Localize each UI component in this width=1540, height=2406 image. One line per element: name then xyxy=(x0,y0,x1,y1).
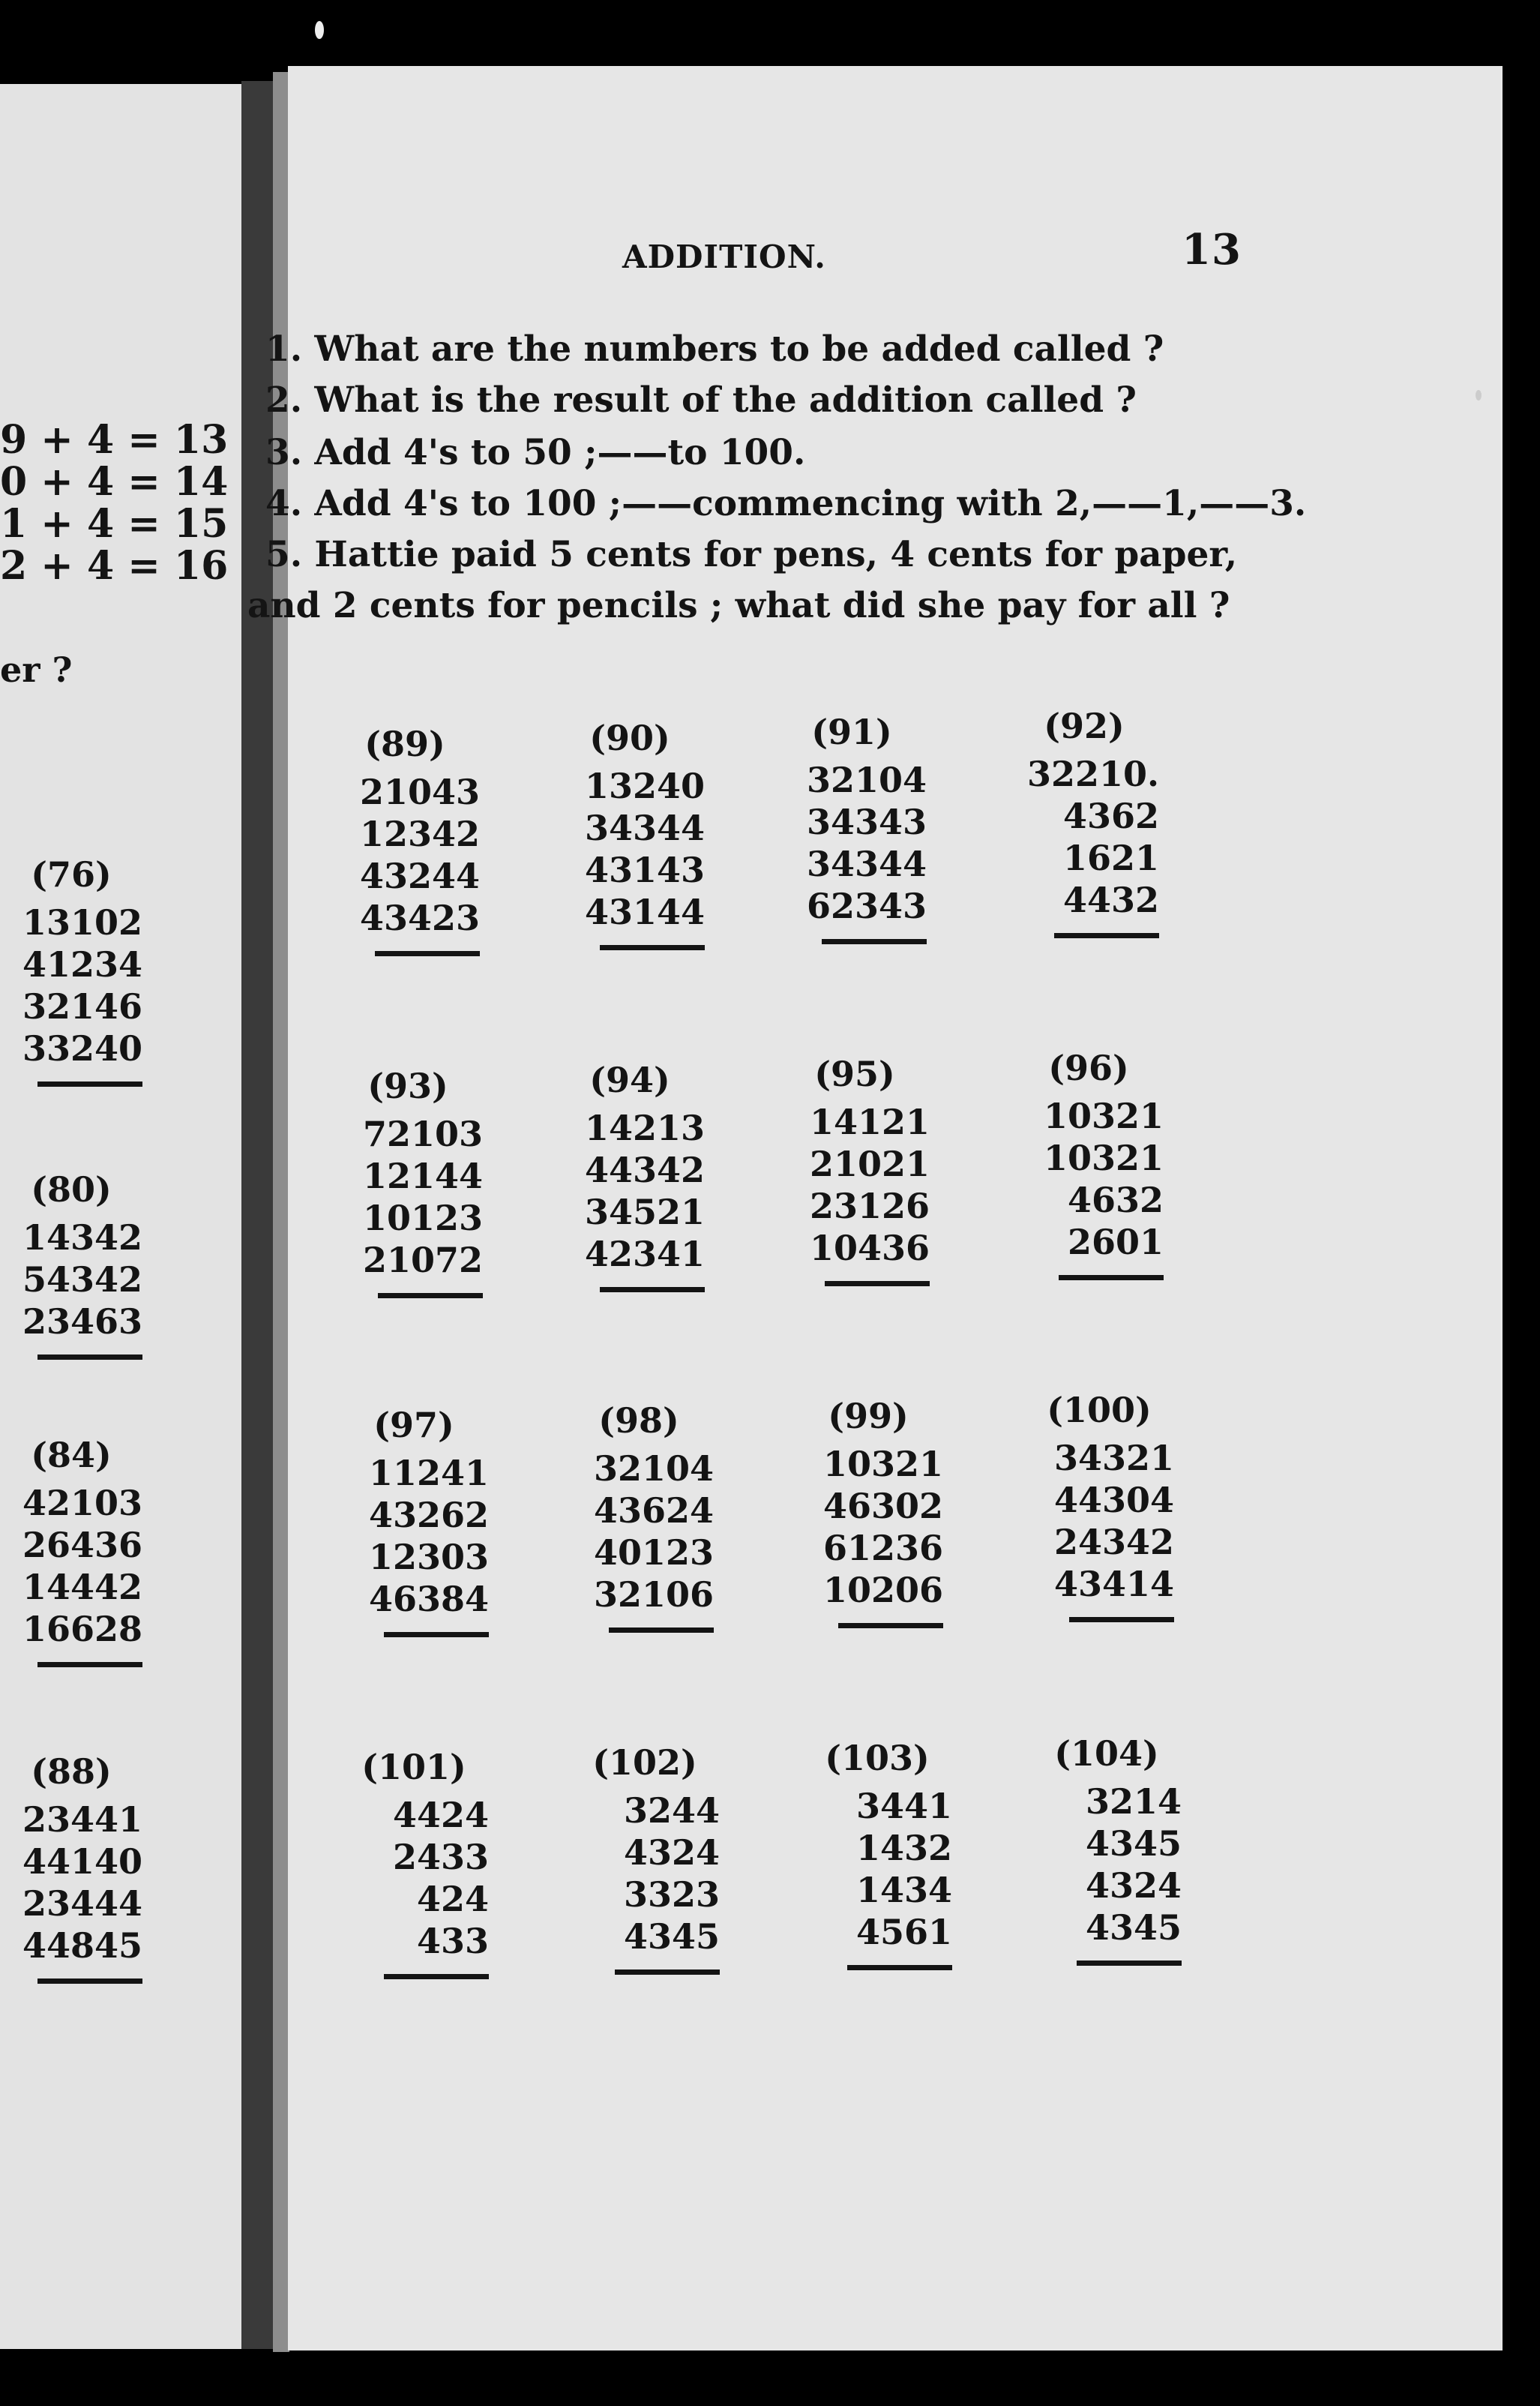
sum-rule xyxy=(1054,933,1159,938)
sum-rule xyxy=(825,1281,930,1286)
addition-problem xyxy=(339,1404,489,1637)
sum-rule xyxy=(838,1623,943,1628)
question-line: 2. What is the result of the addition called ? xyxy=(265,380,1137,421)
addend: 44342 xyxy=(584,1150,705,1190)
addition-problem xyxy=(330,723,480,956)
addend: 32210. xyxy=(1026,754,1159,794)
addend: 4632 xyxy=(1067,1180,1164,1220)
addend: 46384 xyxy=(368,1579,489,1619)
addition-problem xyxy=(0,854,142,1087)
addend: 10436 xyxy=(809,1228,930,1268)
addend: 34321 xyxy=(1053,1438,1174,1478)
sum-rule xyxy=(1059,1275,1164,1280)
addend: 4362 xyxy=(1062,796,1159,836)
problem-label: (89) xyxy=(364,724,445,764)
addend: 13102 xyxy=(22,902,142,943)
addition-problem xyxy=(339,1746,489,1979)
addend: 23463 xyxy=(22,1301,142,1342)
addend: 43262 xyxy=(368,1495,489,1535)
addend: 16628 xyxy=(22,1609,142,1649)
addend: 42103 xyxy=(22,1483,142,1523)
addend: 62343 xyxy=(806,886,927,926)
addend: 10206 xyxy=(822,1570,943,1610)
addend: 424 xyxy=(416,1879,489,1919)
addend: 4432 xyxy=(1062,880,1159,920)
addend: 43423 xyxy=(359,898,480,938)
addend: 14342 xyxy=(22,1217,142,1258)
addend: 72103 xyxy=(362,1114,483,1154)
addend: 43624 xyxy=(593,1490,714,1531)
sum-rule xyxy=(1077,1960,1182,1966)
problem-label: (101) xyxy=(361,1747,466,1787)
addend: 1432 xyxy=(855,1828,952,1868)
text-fragment: er ? xyxy=(0,650,73,690)
addend: 42341 xyxy=(584,1234,705,1274)
addend: 44140 xyxy=(22,1841,142,1882)
addend: 32146 xyxy=(22,986,142,1027)
addend: 21043 xyxy=(359,772,480,812)
addition-fact: 9 + 4 = 13 xyxy=(0,417,229,463)
problem-label: (103) xyxy=(825,1738,930,1778)
problem-label: (100) xyxy=(1047,1390,1152,1430)
addend: 3441 xyxy=(855,1786,952,1826)
addend: 46302 xyxy=(822,1486,943,1526)
addition-problem xyxy=(1014,1047,1164,1280)
addend: 41234 xyxy=(22,944,142,985)
problem-label: (88) xyxy=(31,1751,112,1792)
problem-label: (76) xyxy=(31,854,112,895)
addend: 12342 xyxy=(359,814,480,854)
sum-rule xyxy=(37,1354,142,1360)
addend: 12303 xyxy=(368,1537,489,1577)
sum-rule xyxy=(37,1082,142,1087)
addend: 11241 xyxy=(368,1453,489,1493)
addition-problem xyxy=(555,717,705,950)
problem-label: (84) xyxy=(31,1435,112,1475)
addend: 40123 xyxy=(593,1532,714,1573)
addend: 21021 xyxy=(809,1144,930,1184)
page-number: 13 xyxy=(1182,225,1242,274)
sum-rule xyxy=(384,1632,489,1637)
addend: 32104 xyxy=(593,1448,714,1489)
addend: 34521 xyxy=(584,1192,705,1232)
sum-rule xyxy=(600,1287,705,1292)
addend: 44845 xyxy=(22,1925,142,1966)
problem-label: (90) xyxy=(589,718,670,758)
addend: 13240 xyxy=(584,766,705,806)
addition-problem xyxy=(793,1395,943,1628)
problem-label: (99) xyxy=(828,1396,909,1436)
addend: 43244 xyxy=(359,856,480,896)
question-line: 3. Add 4's to 50 ;——to 100. xyxy=(265,432,806,473)
addend: 12144 xyxy=(362,1156,483,1196)
addend: 14121 xyxy=(809,1102,930,1142)
addend: 4345 xyxy=(1085,1907,1182,1948)
addition-problem xyxy=(1024,1389,1174,1622)
problem-label: (95) xyxy=(814,1054,895,1094)
addition-problem xyxy=(0,1750,142,1984)
addend: 23126 xyxy=(809,1186,930,1226)
addend: 26436 xyxy=(22,1525,142,1565)
addition-problem xyxy=(564,1400,714,1633)
problem-label: (92) xyxy=(1044,706,1125,746)
addition-problem xyxy=(0,1434,142,1667)
addend: 23444 xyxy=(22,1883,142,1924)
addend: 10321 xyxy=(822,1444,943,1484)
addend: 43144 xyxy=(584,892,705,932)
sum-rule xyxy=(37,1662,142,1667)
addend: 4324 xyxy=(1085,1865,1182,1906)
addend: 43414 xyxy=(1053,1564,1174,1604)
addend: 32106 xyxy=(593,1574,714,1615)
addition-problem xyxy=(802,1737,952,1970)
addend: 433 xyxy=(416,1921,489,1961)
addend: 44304 xyxy=(1053,1480,1174,1520)
problem-label: (91) xyxy=(811,712,892,752)
sum-rule xyxy=(822,939,927,944)
addend: 34344 xyxy=(806,844,927,884)
addend: 34343 xyxy=(806,802,927,842)
question-line: 5. Hattie paid 5 cents for pens, 4 cents for paper, xyxy=(265,534,1238,575)
sum-rule xyxy=(378,1293,483,1298)
addition-problem xyxy=(0,1168,142,1360)
problem-label: (96) xyxy=(1048,1048,1129,1088)
question-line: and 2 cents for pencils ; what did she pay for all ? xyxy=(247,585,1230,626)
addend: 4324 xyxy=(623,1832,720,1873)
addend: 10123 xyxy=(362,1198,483,1238)
problem-label: (98) xyxy=(598,1400,679,1441)
sum-rule xyxy=(384,1974,489,1979)
addend: 24342 xyxy=(1053,1522,1174,1562)
addition-problem xyxy=(333,1065,483,1298)
sum-rule xyxy=(615,1970,720,1975)
addend: 3214 xyxy=(1085,1781,1182,1822)
sum-rule xyxy=(375,951,480,956)
addend: 2433 xyxy=(392,1837,489,1877)
sum-rule xyxy=(600,945,705,950)
addend: 43143 xyxy=(584,850,705,890)
sum-rule xyxy=(847,1965,952,1970)
addend: 10321 xyxy=(1043,1138,1164,1178)
sum-rule xyxy=(1069,1617,1174,1622)
addition-problem xyxy=(1032,1732,1182,1966)
addend: 1434 xyxy=(855,1870,952,1910)
sum-rule xyxy=(609,1628,714,1633)
addition-problem xyxy=(777,711,927,944)
addition-fact: 1 + 4 = 15 xyxy=(0,501,229,547)
addition-fact: 0 + 4 = 14 xyxy=(0,459,229,505)
addend: 14213 xyxy=(584,1108,705,1148)
problem-label: (94) xyxy=(589,1060,670,1100)
addend: 4424 xyxy=(392,1795,489,1835)
addend: 4345 xyxy=(623,1916,720,1957)
problem-label: (102) xyxy=(592,1742,697,1783)
scan-speck xyxy=(1476,390,1482,400)
addition-problem xyxy=(570,1742,720,1975)
question-line: 4. Add 4's to 100 ;——commencing with 2,——1,——3. xyxy=(265,483,1307,524)
problem-label: (93) xyxy=(367,1066,448,1106)
addend: 10321 xyxy=(1043,1096,1164,1136)
page-title: ADDITION. xyxy=(622,238,826,275)
addend: 33240 xyxy=(22,1028,142,1069)
addend: 2601 xyxy=(1067,1222,1164,1262)
addition-fact: 2 + 4 = 16 xyxy=(0,543,229,589)
addend: 3323 xyxy=(623,1874,720,1915)
addition-problem xyxy=(1009,705,1159,938)
addend: 32104 xyxy=(806,760,927,800)
addend: 1621 xyxy=(1062,838,1159,878)
problem-label: (80) xyxy=(31,1169,112,1210)
addend: 21072 xyxy=(362,1240,483,1280)
addend: 54342 xyxy=(22,1259,142,1300)
problem-label: (97) xyxy=(373,1405,454,1445)
addend: 3244 xyxy=(623,1790,720,1831)
addend: 4561 xyxy=(855,1912,952,1952)
addend: 14442 xyxy=(22,1567,142,1607)
question-line: 1. What are the numbers to be added called ? xyxy=(265,328,1164,370)
addition-problem xyxy=(780,1053,930,1286)
addend: 61236 xyxy=(822,1528,943,1568)
problem-label: (104) xyxy=(1054,1733,1159,1774)
addend: 34344 xyxy=(584,808,705,848)
addend: 23441 xyxy=(22,1799,142,1840)
page-gutter xyxy=(241,81,276,2349)
sum-rule xyxy=(37,1978,142,1984)
addition-problem xyxy=(555,1059,705,1292)
addend: 4345 xyxy=(1085,1823,1182,1864)
scan-speck xyxy=(315,21,324,39)
